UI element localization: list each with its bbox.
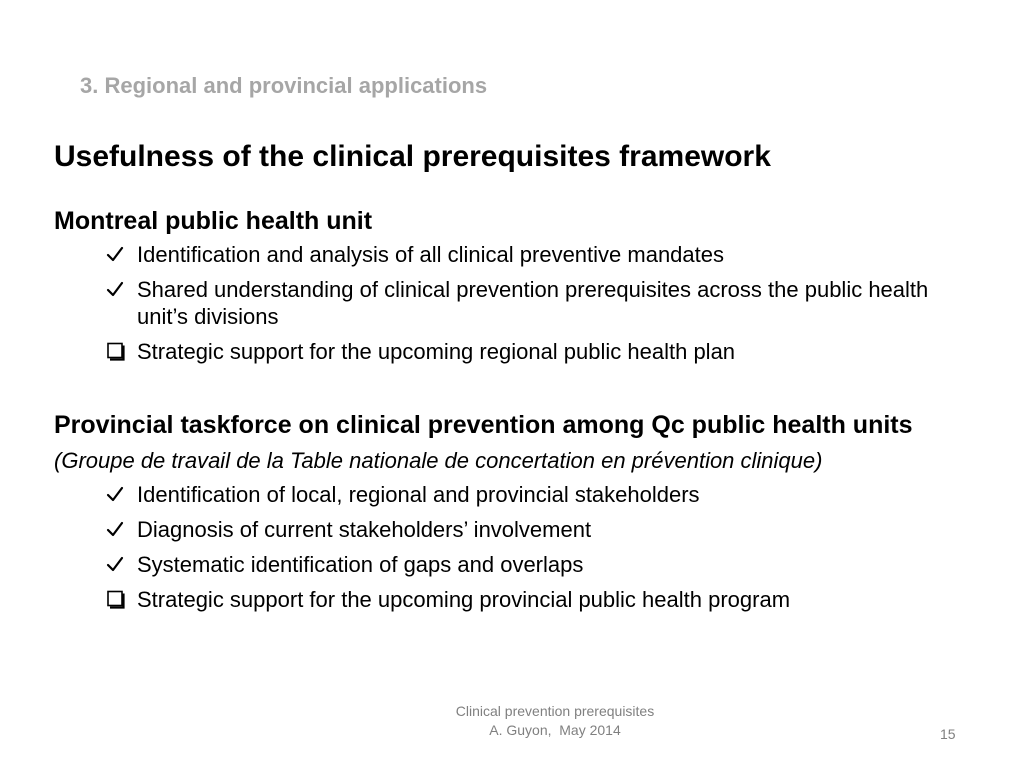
checkbox-icon [106, 586, 128, 613]
check-icon [106, 276, 128, 303]
list-item [106, 551, 984, 578]
list-item-text: Diagnosis of current stakeholders’ involvement [137, 517, 592, 542]
list-item-text: Strategic support for the upcoming provincial public health program [137, 587, 791, 612]
check-icon [106, 481, 128, 508]
list-item [106, 481, 984, 508]
provincial-heading: Provincial taskforce on clinical prevention among Qc public health units [54, 411, 913, 439]
footer-title: Clinical prevention prerequisites [455, 703, 655, 719]
montreal-section [54, 205, 984, 373]
list-item [106, 516, 984, 543]
check-icon [106, 516, 128, 543]
list-item [106, 586, 984, 613]
list-item-text: Identification and analysis of all clinical preventive mandates [137, 242, 724, 267]
list-item [106, 241, 984, 268]
list-item-text: Identification of local, regional and provincial stakeholders [137, 482, 700, 507]
footer [405, 702, 705, 740]
page-number: 15 [940, 726, 956, 742]
section-title: 3. Regional and provincial applications [80, 73, 488, 98]
check-icon [106, 551, 128, 578]
list-item [106, 338, 984, 365]
list-item [106, 276, 984, 330]
provincial-list [54, 481, 984, 613]
montreal-list [54, 241, 984, 365]
check-icon [106, 241, 128, 268]
list-item-text: Shared understanding of clinical prevention prerequisites across the public health unit’s divisions [137, 277, 929, 329]
slide-heading: Usefulness of the clinical prerequisites framework [54, 140, 771, 173]
provincial-note: (Groupe de travail de la Table nationale de concertation en prévention clinique) [54, 448, 823, 473]
montreal-heading: Montreal public health unit [54, 207, 373, 235]
list-item-text: Systematic identification of gaps and overlaps [137, 552, 584, 577]
checkbox-icon [106, 338, 128, 365]
footer-author-date: A. Guyon, May 2014 [489, 722, 621, 738]
list-item-text: Strategic support for the upcoming regional public health plan [137, 339, 736, 364]
provincial-section [54, 409, 984, 621]
